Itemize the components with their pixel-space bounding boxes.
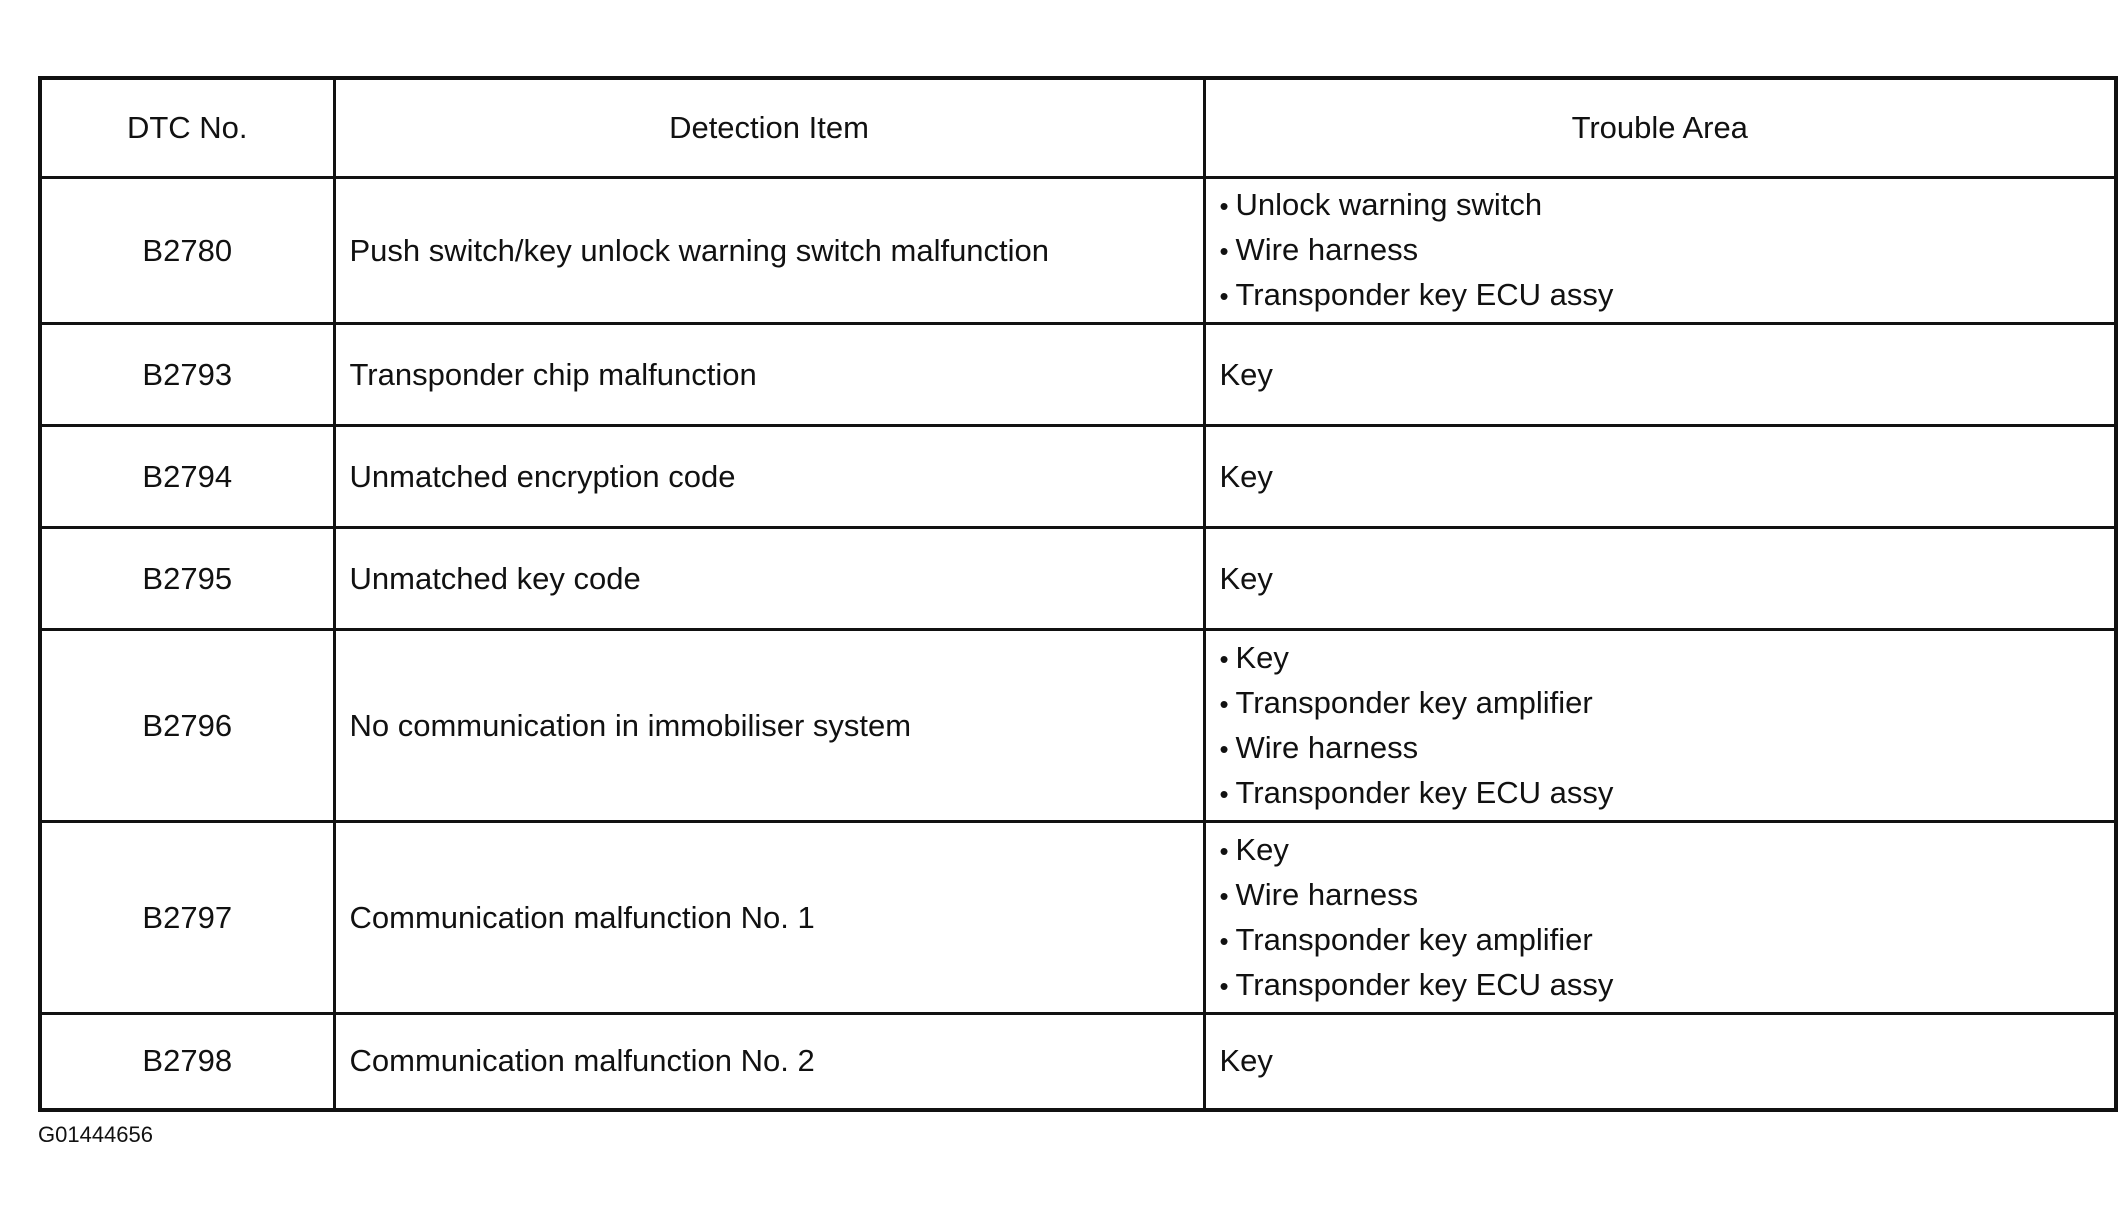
trouble-area-text: Key: [1219, 560, 1273, 596]
trouble-area-text: Key: [1235, 831, 1289, 867]
trouble-area-list: [1220, 828, 2115, 1008]
trouble-area-text: Transponder key ECU assy: [1235, 774, 1614, 810]
dtc-code-cell: B2795: [40, 528, 334, 630]
bullet-icon: •: [1219, 733, 1229, 764]
detection-item-cell: No communication in immobiliser system: [334, 630, 1204, 822]
trouble-area-cell: [1204, 426, 2116, 528]
bullet-icon: •: [1219, 970, 1229, 1001]
dtc-code-cell: B2798: [40, 1014, 334, 1110]
bullet-icon: •: [1219, 778, 1229, 809]
bullet-icon: •: [1219, 281, 1229, 311]
dtc-code-cell: B2797: [40, 822, 334, 1014]
table-row: [40, 528, 2116, 630]
trouble-area-cell: [1204, 630, 2116, 822]
dtc-code-cell: B2793: [40, 324, 334, 426]
detection-item-cell: Unmatched key code: [334, 528, 1204, 630]
trouble-area-list-item: [1220, 681, 2115, 726]
trouble-area-text: Key: [1219, 356, 1273, 392]
table-body: [40, 178, 2116, 1110]
trouble-area-text: Key: [1235, 639, 1289, 675]
trouble-area-cell: [1204, 1014, 2116, 1110]
trouble-area-list-item: [1220, 183, 2115, 228]
detection-item-cell: Push switch/key unlock warning switch malfunction: [334, 178, 1204, 324]
bullet-icon: •: [1219, 925, 1229, 956]
trouble-area-text: Unlock warning switch: [1235, 187, 1543, 222]
trouble-area-cell: [1204, 822, 2116, 1014]
trouble-area-list-item: [1220, 918, 2115, 963]
trouble-area-text: Wire harness: [1235, 876, 1419, 912]
dtc-code-cell: B2796: [40, 630, 334, 822]
table-row: [40, 1014, 2116, 1110]
bullet-icon: •: [1219, 191, 1229, 221]
trouble-area-list-item: [1220, 228, 2115, 273]
detection-item-cell: Unmatched encryption code: [334, 426, 1204, 528]
trouble-area-list-item: [1220, 636, 2115, 681]
dtc-table: [38, 76, 2118, 1112]
trouble-area-text: Key: [1219, 1043, 1273, 1079]
trouble-area-text: Transponder key ECU assy: [1235, 277, 1614, 312]
trouble-area-list-item: [1220, 771, 2115, 816]
trouble-area-text: Wire harness: [1235, 729, 1419, 765]
table-row: [40, 178, 2116, 324]
trouble-area-text: Transponder key ECU assy: [1235, 966, 1614, 1002]
trouble-area-list: [1220, 636, 2115, 816]
table-row: [40, 822, 2116, 1014]
bullet-icon: •: [1219, 880, 1229, 911]
bullet-icon: •: [1219, 236, 1229, 266]
trouble-area-cell: [1204, 178, 2116, 324]
dtc-code-cell: B2780: [40, 178, 334, 324]
bullet-icon: •: [1219, 835, 1229, 866]
table-header-row: [40, 78, 2116, 178]
trouble-area-cell: [1204, 324, 2116, 426]
trouble-area-list-item: [1220, 273, 2115, 318]
trouble-area-text: Wire harness: [1235, 232, 1419, 267]
trouble-area-list-item: [1220, 726, 2115, 771]
trouble-area-text: Transponder key amplifier: [1235, 684, 1593, 720]
detection-item-cell: Transponder chip malfunction: [334, 324, 1204, 426]
header-detection-item: Detection Item: [334, 78, 1204, 178]
trouble-area-list-item: [1220, 873, 2115, 918]
table-row: [40, 426, 2116, 528]
table-row: [40, 630, 2116, 822]
detection-item-cell: Communication malfunction No. 1: [334, 822, 1204, 1014]
table-row: [40, 324, 2116, 426]
header-dtc-no: DTC No.: [40, 78, 334, 178]
trouble-area-list: [1220, 183, 2115, 318]
trouble-area-text: Key: [1219, 458, 1273, 494]
header-trouble-area: Trouble Area: [1204, 78, 2116, 178]
figure-id: G01444656: [38, 1122, 153, 1147]
trouble-area-text: Transponder key amplifier: [1235, 921, 1593, 957]
detection-item-cell: Communication malfunction No. 2: [334, 1014, 1204, 1110]
dtc-code-cell: B2794: [40, 426, 334, 528]
trouble-area-list-item: [1220, 963, 2115, 1008]
trouble-area-list-item: [1220, 828, 2115, 873]
bullet-icon: •: [1219, 688, 1229, 719]
bullet-icon: •: [1219, 643, 1229, 674]
trouble-area-cell: [1204, 528, 2116, 630]
